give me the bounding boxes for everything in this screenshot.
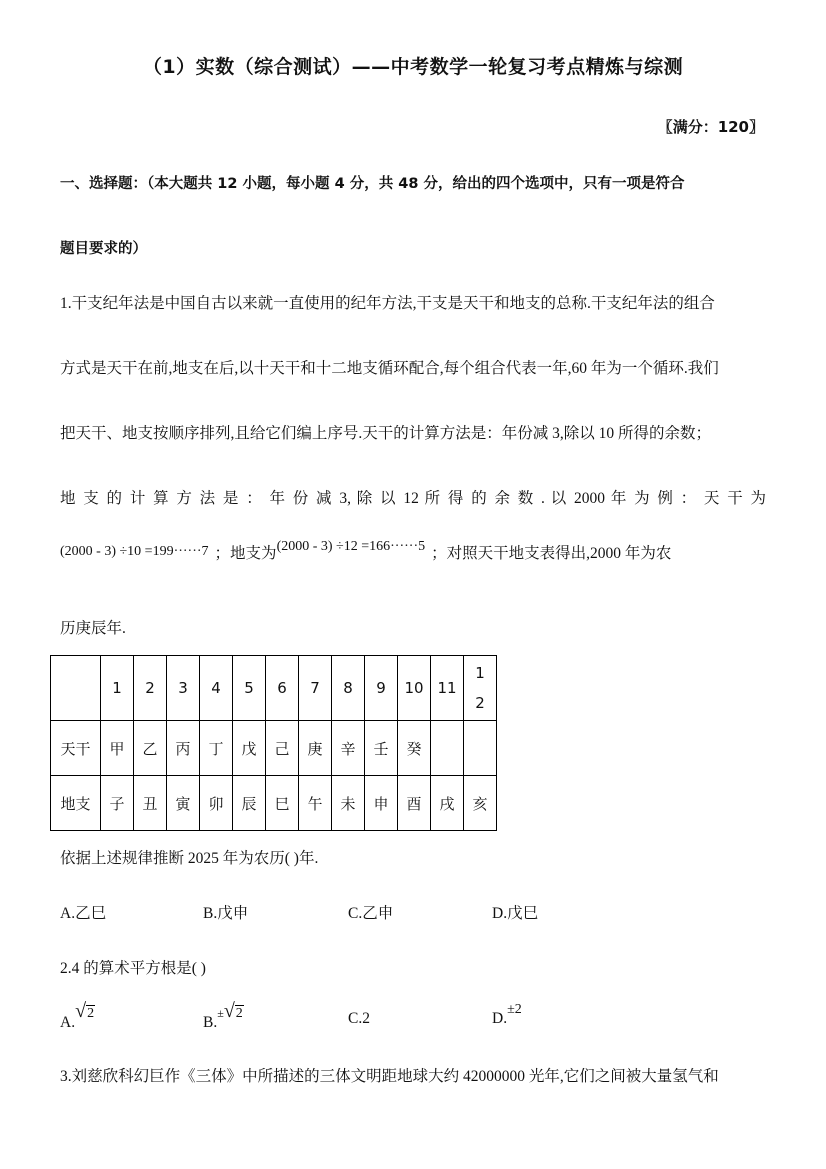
table-cell: 10 xyxy=(398,656,431,721)
table-cell: 未 xyxy=(332,776,365,831)
table-cell: 癸 xyxy=(398,721,431,776)
table-cell: 8 xyxy=(332,656,365,721)
table-cell: 3 xyxy=(167,656,200,721)
table-cell: 9 xyxy=(365,656,398,721)
header-12-bottom: 2 xyxy=(475,694,485,712)
table-cell: 卯 xyxy=(200,776,233,831)
table-cell: 甲 xyxy=(101,721,134,776)
q3-line1: 3.刘慈欣科幻巨作《三体》中所描述的三体文明距地球大约 42000000 光年,它们之间被大量氢气和 xyxy=(60,1068,719,1085)
table-cell xyxy=(431,721,464,776)
q1-line4: 地 支 的 计 算 方 法 是 ： 年 份 减 3, 除 以 12 所 得 的 余 数 . 以 2000 年 为 例 ： 天 干 为 xyxy=(60,490,766,507)
q1-mid1: ；地支为 xyxy=(214,545,277,562)
header-12-top: 1 xyxy=(475,664,485,682)
table-cell xyxy=(464,656,497,721)
table-cell: 辛 xyxy=(332,721,365,776)
table-row xyxy=(51,656,497,721)
table-cell: 己 xyxy=(266,721,299,776)
sqrt-symbol: √2 xyxy=(75,1000,95,1022)
q2-option-b-prefix: B. xyxy=(203,1014,218,1031)
q1-question: 依据上述规律推断 2025 年为农历( )年. xyxy=(60,850,319,867)
q2-option-b-pm: ± xyxy=(217,1006,224,1020)
q1-option-c[interactable]: C.乙申 xyxy=(348,905,394,922)
table-cell: 辰 xyxy=(233,776,266,831)
table-cell xyxy=(464,721,497,776)
sqrt-symbol: √2 xyxy=(223,1000,243,1022)
table-cell: 天干 xyxy=(51,721,101,776)
table-cell xyxy=(51,656,101,721)
table-cell: 申 xyxy=(365,776,398,831)
q2-option-a[interactable] xyxy=(60,1000,95,1033)
table-cell: 午 xyxy=(299,776,332,831)
q1-option-a[interactable]: A.乙巳 xyxy=(60,905,107,922)
q2-option-b-radicand: 2 xyxy=(235,1006,243,1021)
table-cell: 巳 xyxy=(266,776,299,831)
table-cell: 丁 xyxy=(200,721,233,776)
table-row xyxy=(51,721,497,776)
table-cell: 壬 xyxy=(365,721,398,776)
q1-line6: 历庚辰年. xyxy=(60,620,126,637)
table-cell: 子 xyxy=(101,776,134,831)
q2-question: 2.4 的算术平方根是( ) xyxy=(60,960,206,977)
q2-option-d[interactable] xyxy=(492,1002,522,1028)
table-cell: 1 xyxy=(101,656,134,721)
table-row xyxy=(51,776,497,831)
q2-option-a-prefix: A. xyxy=(60,1014,76,1031)
q1-line1: 1.干支纪年法是中国自古以来就一直使用的纪年方法,干支是天干和地支的总称.干支纪年法的组合 xyxy=(60,295,715,312)
table-cell: 亥 xyxy=(464,776,497,831)
formula-dizhi: (2000 - 3) ÷12 =166······5 xyxy=(276,539,426,554)
table-cell: 7 xyxy=(299,656,332,721)
q1-option-d[interactable]: D.戊巳 xyxy=(492,905,539,922)
q2-option-d-value: ±2 xyxy=(507,1002,522,1017)
q1-mid2: ；对照天干地支表得出,2000 年为农 xyxy=(431,545,672,562)
page-title: （1）实数（综合测试）——中考数学一轮复习考点精炼与综测 xyxy=(142,56,684,78)
table-cell: 4 xyxy=(200,656,233,721)
table-cell: 庚 xyxy=(299,721,332,776)
table-cell: 酉 xyxy=(398,776,431,831)
table-cell: 丑 xyxy=(134,776,167,831)
q1-option-b[interactable]: B.戊申 xyxy=(203,905,249,922)
table-cell: 地支 xyxy=(51,776,101,831)
section-heading-line1: 一、选择题：（本大题共 12 小题，每小题 4 分，共 48 分，给出的四个选项中，只有一项是符合 xyxy=(60,176,685,192)
table-cell: 丙 xyxy=(167,721,200,776)
q1-line2: 方式是天干在前,地支在后,以十天干和十二地支循环配合,每个组合代表一年,60 年为一个循环.我们 xyxy=(60,360,719,377)
q2-option-d-prefix: D. xyxy=(492,1010,508,1027)
table-cell: 戌 xyxy=(431,776,464,831)
q2-option-b[interactable] xyxy=(203,1000,244,1033)
table-cell: 戊 xyxy=(233,721,266,776)
formula-tiangan: (2000 - 3) ÷10 =199······7 xyxy=(60,544,209,559)
q1-line3: 把天干、地支按顺序排列,且给它们编上序号.天干的计算方法是：年份减 3,除以 10 所得的余数； xyxy=(60,425,712,442)
table-cell: 寅 xyxy=(167,776,200,831)
table-cell: 6 xyxy=(266,656,299,721)
table-cell: 2 xyxy=(134,656,167,721)
full-score: 〖满分：120〗 xyxy=(657,118,764,136)
q2-option-c[interactable]: C.2 xyxy=(348,1010,370,1027)
table-cell: 5 xyxy=(233,656,266,721)
ganzhi-table xyxy=(50,655,497,831)
table-cell: 11 xyxy=(431,656,464,721)
section-heading-line2: 题目要求的） xyxy=(60,241,147,257)
q1-line5 xyxy=(60,541,766,563)
table-cell: 乙 xyxy=(134,721,167,776)
q2-option-a-radicand: 2 xyxy=(87,1006,95,1021)
